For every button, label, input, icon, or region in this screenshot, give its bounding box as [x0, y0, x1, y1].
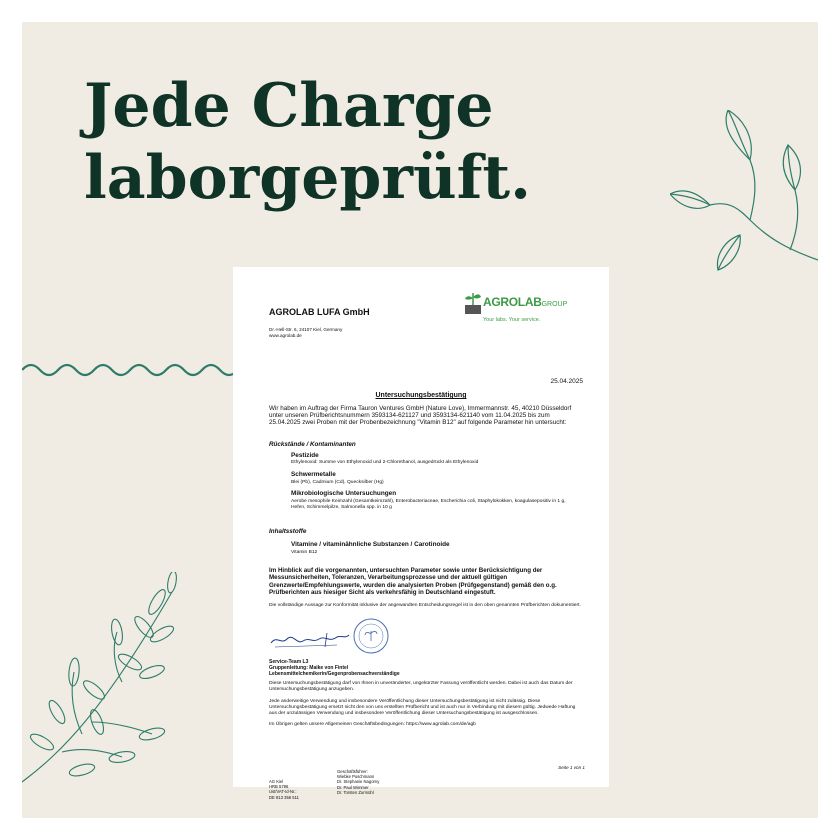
- leaf-branch-top-right: [670, 110, 818, 310]
- section-ingredients: Inhaltsstoffe: [269, 528, 307, 535]
- signature-block: [269, 659, 400, 677]
- note-2: Jede anderweitige Verwendung und insbesondere Veröffentlichung dieser Untersuchungsbestätigung ist nicht zulässig. Diese Untersuchungsbestätigung ersetzt nicht den von uns erstellten Prüfbericht und ist auch nur in Verbindung mit diesem gültig. Jedwede Haftung aus der unzulässigen Verwendung und insbesondere Veröffentlichung dieser Untersuchungsbestätigung ist ausgeschlossen.: [269, 699, 576, 716]
- note-3: Im Übrigen gelten unsere Allgemeinen Geschäftsbedingungen: https://www.agrolab.com/de/agb: [269, 722, 476, 727]
- handwritten-signature: [267, 629, 351, 651]
- group-heavy-metals: Schwermetalle: [291, 471, 336, 478]
- group-microbiology: Mikrobiologische Untersuchungen: [291, 490, 397, 497]
- group-vitamins-detail: Vitamin B12: [291, 550, 318, 555]
- footer-registration: AG Kiel HRB 5796 Ust/VAT-Id-Nr.: DE 813 356 511: [269, 779, 299, 800]
- company-name: AGROLAB LUFA GmbH: [269, 307, 370, 317]
- headline-line-1: Jede Charge: [84, 71, 494, 141]
- note-1: Diese Untersuchungsbestätigung darf von Ihnen in unveränderter, ungekürzter Fassung veröffentlicht werden. Dabei ist auch das Datum der Untersuchungsbestätigung anzugeben.: [269, 681, 573, 692]
- group-vitamins: Vitamine / vitaminähnliche Substanzen / Carotinoide: [291, 541, 450, 548]
- signature-team: Service-Team L3: [269, 659, 309, 665]
- section-contaminants: Rückstände / Kontaminanten: [269, 441, 356, 448]
- logo-plant-icon: [463, 291, 483, 315]
- conformity-statement: Die vollständige Aussage zur Konformität inklusive der angewandten Entscheidungsregel ist in den oben genannten Prüfberichten dokumentiert.: [269, 603, 581, 608]
- conclusion-paragraph: Im Hinblick auf die vorgenannten, untersuchten Parameter sowie unter Berücksichtigung der Messunsicherheiten, Toleranzen, Verarbeitungsprozesse und der aktuell gültigen Grenzwerte/Empfehlungswerte, wurden die analysierten Proben (Prüfgegenstand) gemäß den o.g. Prüfberichten aus hiesiger Sicht als verkehrsfähig in Deutschland eingestuft.: [269, 567, 557, 597]
- company-address: Dr.-Hell-Str. 6, 24107 Kiel, Germany www.agrolab.de: [269, 327, 343, 338]
- headline: [84, 70, 531, 214]
- logo-tagline: Your labs. Your service.: [483, 317, 541, 323]
- group-microbiology-detail: Aerobe mesophile Keimzahl (Gesamtkeimzahl), Enterobacteriaceae, Escherichia coli, Staphylokokken, koagulasepositiv in 1 g, Hefen, Schimmelpilze, Salmonella spp. in 10 g: [291, 499, 566, 510]
- footer-management: Geschäftsführer: Wiebke Puschmann Dr. Stephanie Nagorny Dr. Paul Wimmer Dr. Torsten Zurmühl: [337, 769, 380, 795]
- signature-lead: Gruppenleitung: Maike von Fintel: [269, 665, 349, 671]
- certificate-document: [233, 267, 609, 800]
- document-title: Untersuchungsbestätigung: [375, 392, 467, 399]
- intro-paragraph: Wir haben im Auftrag der Firma Tauron Ventures GmbH (Nature Love), Immermannstr. 45, 40210 Düsseldorf unter unseren Prüfberichtsnummern 3593134-621127 und 3593134-621140 vom 11.04.2025 bis zum 25.04.2025 zwei Proben mit der Probenbezeichnung "Vitamin B12" auf folgende Parameter hin untersucht:: [269, 405, 572, 427]
- group-heavy-metals-detail: Blei (Pb), Cadmium (Cd), Quecksilber (Hg): [291, 480, 384, 485]
- headline-line-2: laborgeprüft.: [84, 143, 531, 213]
- document-date: 25.04.2025: [550, 378, 583, 385]
- logo-group: GROUP: [541, 301, 568, 308]
- wave-line: [22, 360, 237, 380]
- background-panel: [22, 22, 818, 818]
- laboratory-seal: [352, 617, 390, 655]
- group-pesticides-detail: Ethylenoxid: Summe von Ethylenoxid und 2-Chlorethanol, ausgedrückt als Ethylenoxid: [291, 460, 479, 465]
- signature-role: Lebensmittelchemikerin/Gegenprobensachverständige: [269, 671, 400, 677]
- logo-name: AGROLAB: [483, 295, 542, 309]
- page-number: Seite 1 von 1: [558, 765, 585, 770]
- leaf-branch-bottom-left: [22, 572, 197, 802]
- group-pesticides: Pestizide: [291, 452, 319, 459]
- agrolab-logo: [461, 287, 581, 329]
